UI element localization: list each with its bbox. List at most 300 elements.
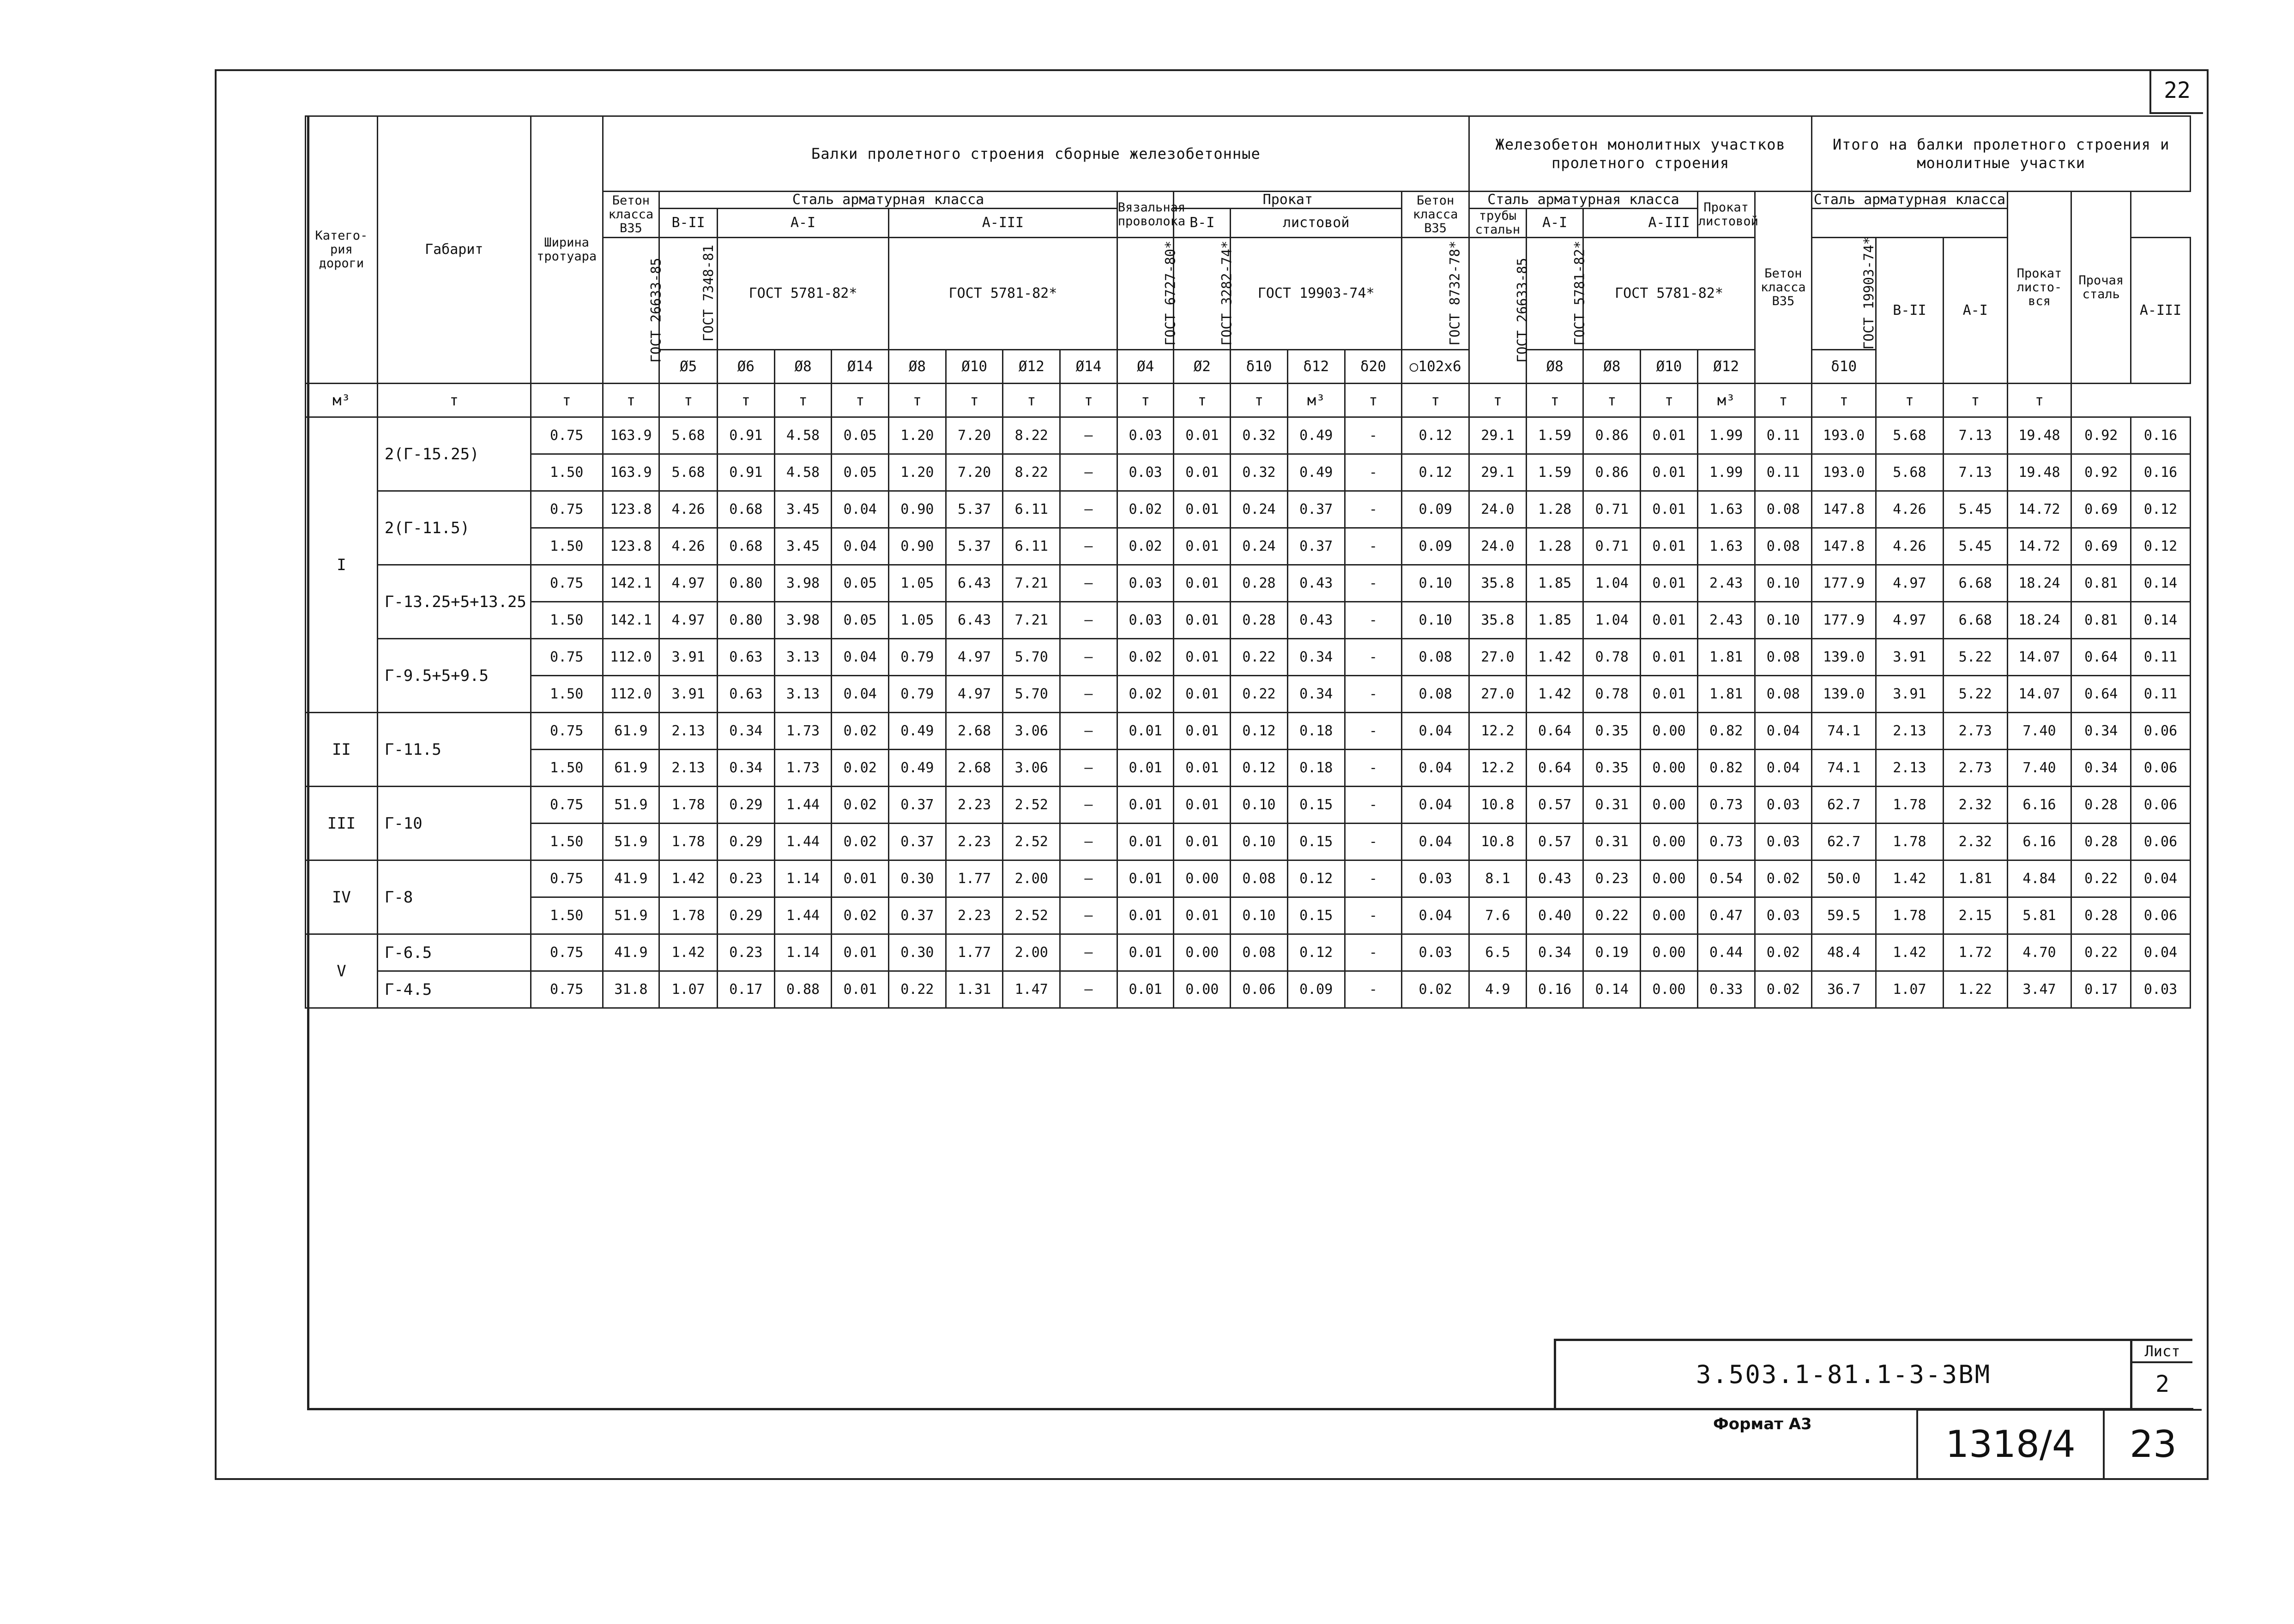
header-unit: м³ <box>306 384 378 417</box>
cell-value: 2.00 <box>1003 934 1060 971</box>
cell-value: 0.79 <box>889 676 946 713</box>
cell-value: 35.8 <box>1469 602 1527 639</box>
cell-value: 5.81 <box>2007 897 2071 934</box>
header-group-beams: Балки пролетного строения сборные железобетонные <box>603 116 1469 192</box>
cell-value: 1.22 <box>1943 971 2007 1008</box>
cell-value: 0.01 <box>1117 750 1174 787</box>
cell-value: – <box>1060 528 1117 565</box>
cell-value: - <box>1345 897 1402 934</box>
cell-value: – <box>1060 713 1117 750</box>
cell-value: 0.43 <box>1287 602 1345 639</box>
cell-value: 0.12 <box>1231 713 1288 750</box>
cell-value: 0.02 <box>1117 639 1174 676</box>
table-row <box>306 565 2191 602</box>
cell-value: 0.01 <box>1641 602 1698 639</box>
header-diameter: Ø2 <box>1174 350 1231 384</box>
page-number: 23 <box>2103 1411 2202 1478</box>
cell-value: 0.12 <box>1231 750 1288 787</box>
cell-value: 29.1 <box>1469 454 1527 491</box>
cell-value: 36.7 <box>1812 971 1876 1008</box>
cell-value: 0.00 <box>1641 897 1698 934</box>
cell-value: 5.37 <box>946 491 1003 528</box>
cell-value: 6.11 <box>1003 491 1060 528</box>
cell-value: 0.02 <box>1117 676 1174 713</box>
document-code: 3.503.1-81.1-3-3ВМ <box>1696 1360 1992 1389</box>
cell-value: 0.01 <box>1641 454 1698 491</box>
cell-value: 0.00 <box>1174 860 1231 897</box>
cell-value: 0.91 <box>717 454 774 491</box>
cell-value: 0.32 <box>1231 417 1288 454</box>
cell-value: 0.82 <box>1697 750 1755 787</box>
cell-value: 0.34 <box>717 713 774 750</box>
cell-sidewalk-width: 0.75 <box>531 491 603 528</box>
cell-value: 0.22 <box>2071 860 2131 897</box>
cell-gabarit: Г-9.5+5+9.5 <box>377 639 531 713</box>
cell-value: - <box>1345 454 1402 491</box>
cell-value: 1.78 <box>659 897 718 934</box>
cell-value: 0.30 <box>889 860 946 897</box>
cell-value: 0.12 <box>1402 454 1469 491</box>
cell-value: 0.29 <box>717 787 774 824</box>
cell-value: 3.98 <box>774 565 832 602</box>
table-row <box>306 860 2191 897</box>
cell-value: – <box>1060 971 1117 1008</box>
cell-value: 0.08 <box>1231 860 1288 897</box>
cell-value: 0.06 <box>2131 713 2191 750</box>
header-class-b1: В-I <box>1174 209 1231 238</box>
header-steel-class-total: Сталь арматурная класса <box>1812 192 2007 209</box>
cell-value: 0.01 <box>1117 824 1174 860</box>
header-gost-26633: ГОСТ 26633-85 <box>603 238 659 384</box>
cell-value: – <box>1060 676 1117 713</box>
cell-value: 0.06 <box>2131 824 2191 860</box>
cell-value: 0.11 <box>2131 676 2191 713</box>
header-unit: т <box>1231 384 1288 417</box>
cell-gabarit: Г-11.5 <box>377 713 531 787</box>
cell-value: 0.10 <box>1231 787 1288 824</box>
cell-value: 0.79 <box>889 639 946 676</box>
cell-value: 123.8 <box>603 491 659 528</box>
cell-value: 0.23 <box>1583 860 1641 897</box>
header-unit: т <box>2007 384 2071 417</box>
cell-value: 0.73 <box>1697 824 1755 860</box>
table-row <box>306 639 2191 676</box>
cell-value: 0.02 <box>832 750 889 787</box>
cell-value: 4.97 <box>946 676 1003 713</box>
header-unit: т <box>1641 384 1698 417</box>
cell-value: 1.63 <box>1697 491 1755 528</box>
cell-value: 0.49 <box>889 750 946 787</box>
table-row <box>306 824 2191 860</box>
cell-value: 4.84 <box>2007 860 2071 897</box>
header-unit: т <box>531 384 603 417</box>
header-unit: т <box>1345 384 1402 417</box>
cell-value: 0.09 <box>1402 528 1469 565</box>
header-gabarit: Габарит <box>377 116 531 384</box>
cell-value: 6.5 <box>1469 934 1527 971</box>
cell-value: 0.03 <box>1755 824 1812 860</box>
cell-value: 1.20 <box>889 417 946 454</box>
cell-value: 0.01 <box>1117 713 1174 750</box>
cell-value: 12.2 <box>1469 750 1527 787</box>
cell-value: 193.0 <box>1812 454 1876 491</box>
cell-value: 0.02 <box>832 713 889 750</box>
materials-table <box>305 115 2191 1009</box>
cell-value: 0.08 <box>1755 528 1812 565</box>
cell-value: 147.8 <box>1812 491 1876 528</box>
table-row <box>306 750 2191 787</box>
header-diameter: Ø4 <box>1117 350 1174 384</box>
header-unit: т <box>1755 384 1812 417</box>
cell-value: 1.85 <box>1526 565 1583 602</box>
cell-value: 1.42 <box>1526 676 1583 713</box>
cell-value: 2.13 <box>659 750 718 787</box>
header-unit: т <box>717 384 774 417</box>
cell-value: 0.28 <box>1231 602 1288 639</box>
header-gost-19903-monolith: ГОСТ 19903-74* <box>1812 238 1876 350</box>
cell-sidewalk-width: 0.75 <box>531 713 603 750</box>
cell-sidewalk-width: 1.50 <box>531 676 603 713</box>
cell-value: 0.28 <box>2071 824 2131 860</box>
cell-value: 1.42 <box>659 934 718 971</box>
header-unit: т <box>774 384 832 417</box>
cell-value: 3.91 <box>1876 676 1944 713</box>
header-steel-class-monolith: Сталь арматурная класса <box>1469 192 1698 209</box>
cell-value: 4.26 <box>1876 528 1944 565</box>
cell-value: 0.09 <box>1402 491 1469 528</box>
cell-value: 5.68 <box>1876 417 1944 454</box>
cell-value: 0.03 <box>1402 860 1469 897</box>
header-unit: т <box>1060 384 1117 417</box>
cell-value: 0.04 <box>1402 787 1469 824</box>
cell-value: 5.22 <box>1943 639 2007 676</box>
table-row <box>306 713 2191 750</box>
cell-value: 0.16 <box>2131 454 2191 491</box>
sheet-label: Лист <box>2132 1341 2192 1363</box>
cell-value: 14.72 <box>2007 491 2071 528</box>
cell-value: 3.91 <box>1876 639 1944 676</box>
cell-category: IV <box>306 860 378 934</box>
cell-value: 0.03 <box>1755 897 1812 934</box>
header-gost-3282: ГОСТ 3282-74* <box>1174 238 1231 350</box>
cell-sidewalk-width: 1.50 <box>531 528 603 565</box>
header-unit: т <box>1583 384 1641 417</box>
cell-value: - <box>1345 713 1402 750</box>
cell-value: 0.04 <box>1402 750 1469 787</box>
cell-value: 0.35 <box>1583 713 1641 750</box>
cell-value: 147.8 <box>1812 528 1876 565</box>
cell-value: 1.99 <box>1697 417 1755 454</box>
cell-value: 0.28 <box>2071 897 2131 934</box>
cell-value: 3.13 <box>774 676 832 713</box>
table-row <box>306 417 2191 454</box>
header-unit: т <box>832 384 889 417</box>
cell-value: 0.81 <box>2071 602 2131 639</box>
cell-value: - <box>1345 639 1402 676</box>
cell-value: 0.04 <box>832 528 889 565</box>
format-label: Формат А3 <box>1713 1415 1812 1433</box>
header-gost-26633-monolith: ГОСТ 26633-85 <box>1469 238 1527 384</box>
header-class-b2: В-II <box>659 209 718 238</box>
cell-value: – <box>1060 824 1117 860</box>
cell-value: 0.68 <box>717 491 774 528</box>
cell-value: 0.02 <box>1402 971 1469 1008</box>
cell-value: 7.20 <box>946 454 1003 491</box>
cell-value: 0.90 <box>889 528 946 565</box>
cell-value: 1.99 <box>1697 454 1755 491</box>
cell-value: 1.73 <box>774 750 832 787</box>
cell-value: 0.01 <box>1641 417 1698 454</box>
header-group-total: Итого на балки пролетного строения и монолитные участки <box>1812 116 2191 192</box>
cell-value: 0.11 <box>1755 454 1812 491</box>
header-unit: т <box>1943 384 2007 417</box>
cell-value: 6.16 <box>2007 824 2071 860</box>
cell-value: 1.31 <box>946 971 1003 1008</box>
cell-value: 0.00 <box>1641 750 1698 787</box>
header-prokat-sheet: Прокат листовой <box>1697 192 1755 238</box>
title-block <box>1554 1339 2192 1408</box>
header-unit: м³ <box>1697 384 1755 417</box>
sheet-cell <box>2130 1341 2192 1408</box>
cell-value: 0.01 <box>1174 491 1231 528</box>
cell-sidewalk-width: 0.75 <box>531 860 603 897</box>
header-prokat-sheet-total: Прокат листо-вся <box>2007 192 2071 384</box>
cell-value: 0.64 <box>2071 639 2131 676</box>
cell-value: 3.91 <box>659 676 718 713</box>
inventory-number: 1318/4 <box>1916 1411 2103 1478</box>
cell-value: 18.24 <box>2007 565 2071 602</box>
cell-value: 2.43 <box>1697 565 1755 602</box>
cell-value: 19.48 <box>2007 417 2071 454</box>
cell-value: 1.77 <box>946 934 1003 971</box>
cell-value: 4.97 <box>659 602 718 639</box>
cell-value: 0.49 <box>889 713 946 750</box>
cell-value: 8.22 <box>1003 454 1060 491</box>
cell-sidewalk-width: 0.75 <box>531 787 603 824</box>
cell-value: - <box>1345 971 1402 1008</box>
cell-value: 6.43 <box>946 565 1003 602</box>
cell-value: 51.9 <box>603 897 659 934</box>
cell-value: 177.9 <box>1812 602 1876 639</box>
cell-value: – <box>1060 417 1117 454</box>
cell-value: 0.03 <box>1117 417 1174 454</box>
cell-value: 0.22 <box>889 971 946 1008</box>
cell-value: 0.01 <box>832 860 889 897</box>
cell-value: 0.02 <box>1755 971 1812 1008</box>
cell-value: 0.57 <box>1526 787 1583 824</box>
cell-value: 0.04 <box>1755 750 1812 787</box>
cell-value: 3.47 <box>2007 971 2071 1008</box>
header-diameter: Ø14 <box>1060 350 1117 384</box>
cell-value: 0.12 <box>1402 417 1469 454</box>
cell-value: 0.04 <box>2131 860 2191 897</box>
header-category: Катего-рия дороги <box>306 116 378 384</box>
cell-value: - <box>1345 750 1402 787</box>
cell-value: 0.40 <box>1526 897 1583 934</box>
cell-value: 0.01 <box>1174 897 1231 934</box>
cell-value: 0.68 <box>717 528 774 565</box>
cell-value: 0.06 <box>1231 971 1288 1008</box>
cell-value: 0.49 <box>1287 417 1345 454</box>
cell-value: 0.78 <box>1583 639 1641 676</box>
cell-value: 4.97 <box>659 565 718 602</box>
cell-value: 62.7 <box>1812 824 1876 860</box>
cell-value: 1.28 <box>1526 491 1583 528</box>
cell-value: 5.68 <box>1876 454 1944 491</box>
cell-gabarit: Г-8 <box>377 860 531 934</box>
header-diameter: Ø5 <box>659 350 718 384</box>
cell-value: 177.9 <box>1812 565 1876 602</box>
cell-value: 51.9 <box>603 824 659 860</box>
cell-value: 62.7 <box>1812 787 1876 824</box>
table-row <box>306 934 2191 971</box>
cell-value: 123.8 <box>603 528 659 565</box>
cell-value: 0.05 <box>832 565 889 602</box>
cell-value: 163.9 <box>603 417 659 454</box>
cell-value: 0.37 <box>1287 491 1345 528</box>
cell-value: 0.71 <box>1583 528 1641 565</box>
cell-value: 0.01 <box>1117 971 1174 1008</box>
cell-category: II <box>306 713 378 787</box>
cell-gabarit: 2(Г-15.25) <box>377 417 531 491</box>
header-unit: т <box>1402 384 1469 417</box>
cell-sidewalk-width: 1.50 <box>531 750 603 787</box>
cell-value: 5.70 <box>1003 639 1060 676</box>
cell-value: 0.01 <box>1641 676 1698 713</box>
header-unit: т <box>1174 384 1231 417</box>
cell-value: 0.71 <box>1583 491 1641 528</box>
header-total-beton: Бетон класса В35 <box>1755 192 1812 384</box>
cell-value: 0.17 <box>717 971 774 1008</box>
header-unit: т <box>1469 384 1527 417</box>
cell-value: 1.73 <box>774 713 832 750</box>
cell-value: 0.14 <box>2131 565 2191 602</box>
cell-value: 0.86 <box>1583 417 1641 454</box>
header-class-a1: А-I <box>717 209 888 238</box>
cell-value: 5.22 <box>1943 676 2007 713</box>
cell-value: 0.00 <box>1641 713 1698 750</box>
cell-value: 0.18 <box>1287 750 1345 787</box>
cell-value: - <box>1345 824 1402 860</box>
cell-value: 0.01 <box>1174 787 1231 824</box>
cell-value: 0.01 <box>1117 787 1174 824</box>
cell-value: 0.37 <box>1287 528 1345 565</box>
cell-value: 0.63 <box>717 676 774 713</box>
cell-value: 0.02 <box>832 787 889 824</box>
header-diameter: Ø14 <box>832 350 889 384</box>
cell-value: 0.18 <box>1287 713 1345 750</box>
cell-value: 0.15 <box>1287 787 1345 824</box>
cell-gabarit: Г-13.25+5+13.25 <box>377 565 531 639</box>
cell-value: 1.05 <box>889 565 946 602</box>
cell-value: 0.01 <box>1174 639 1231 676</box>
cell-value: 0.06 <box>2131 787 2191 824</box>
cell-value: 2.32 <box>1943 787 2007 824</box>
cell-value: 0.44 <box>1697 934 1755 971</box>
cell-value: 0.64 <box>2071 676 2131 713</box>
header-unit: т <box>603 384 659 417</box>
table-row <box>306 971 2191 1008</box>
table-row <box>306 528 2191 565</box>
cell-value: 0.01 <box>1641 639 1698 676</box>
cell-value: 0.03 <box>1755 787 1812 824</box>
header-diameter: Ø12 <box>1003 350 1060 384</box>
cell-value: 0.01 <box>1174 713 1231 750</box>
cell-value: 2.23 <box>946 787 1003 824</box>
cell-sidewalk-width: 1.50 <box>531 824 603 860</box>
cell-value: 0.03 <box>1117 602 1174 639</box>
header-gost-19903: ГОСТ 19903-74* <box>1231 238 1402 350</box>
header-unit: т <box>1876 384 1944 417</box>
cell-value: – <box>1060 454 1117 491</box>
cell-value: 0.92 <box>2071 417 2131 454</box>
cell-value: 0.04 <box>1402 824 1469 860</box>
cell-value: 27.0 <box>1469 676 1527 713</box>
header-class-a1-monolith: А-I <box>1526 209 1583 238</box>
header-unit: т <box>1117 384 1174 417</box>
cell-value: 0.64 <box>1526 750 1583 787</box>
cell-value: 0.30 <box>889 934 946 971</box>
cell-value: 10.8 <box>1469 787 1527 824</box>
header-class-b2-total: В-II <box>1876 238 1944 384</box>
header-group-monolith: Железобетон монолитных участков пролетного строения <box>1469 116 1812 192</box>
cell-value: 0.04 <box>1755 713 1812 750</box>
stamp-box <box>1916 1409 2202 1478</box>
cell-value: 0.35 <box>1583 750 1641 787</box>
header-unit: т <box>377 384 531 417</box>
cell-value: 1.04 <box>1583 602 1641 639</box>
cell-value: 0.01 <box>1174 417 1231 454</box>
cell-value: 18.24 <box>2007 602 2071 639</box>
cell-value: 7.13 <box>1943 454 2007 491</box>
cell-value: 0.64 <box>1526 713 1583 750</box>
header-sidewalk-width: Ширина тротуара <box>531 116 603 384</box>
cell-value: 7.21 <box>1003 602 1060 639</box>
cell-value: 0.09 <box>1287 971 1345 1008</box>
cell-value: – <box>1060 750 1117 787</box>
cell-value: 0.23 <box>717 860 774 897</box>
cell-value: 0.22 <box>2071 934 2131 971</box>
header-unit: т <box>1526 384 1583 417</box>
cell-value: 0.91 <box>717 417 774 454</box>
cell-value: 139.0 <box>1812 639 1876 676</box>
cell-value: 0.06 <box>2131 897 2191 934</box>
cell-value: 0.43 <box>1287 565 1345 602</box>
cell-value: 8.1 <box>1469 860 1527 897</box>
cell-value: 3.45 <box>774 528 832 565</box>
cell-gabarit: Г-6.5 <box>377 934 531 971</box>
header-unit: т <box>1812 384 1876 417</box>
cell-value: 1.04 <box>1583 565 1641 602</box>
cell-value: 7.13 <box>1943 417 2007 454</box>
cell-value: 0.28 <box>2071 787 2131 824</box>
header-diameter: Ø8 <box>1583 350 1641 384</box>
header-class-a1-total: А-I <box>1943 238 2007 384</box>
header-other-steel: Прочая сталь <box>2071 192 2131 384</box>
cell-value: 1.78 <box>1876 824 1944 860</box>
cell-value: 0.81 <box>2071 565 2131 602</box>
header-gost-5781-a1: ГОСТ 5781-82* <box>717 238 888 350</box>
cell-value: 74.1 <box>1812 713 1876 750</box>
cell-value: 0.12 <box>1287 860 1345 897</box>
cell-value: 48.4 <box>1812 934 1876 971</box>
cell-value: 1.14 <box>774 860 832 897</box>
cell-value: 0.01 <box>1117 934 1174 971</box>
cell-value: - <box>1345 934 1402 971</box>
cell-value: 0.17 <box>2071 971 2131 1008</box>
cell-value: 0.05 <box>832 602 889 639</box>
cell-gabarit: Г-10 <box>377 787 531 860</box>
